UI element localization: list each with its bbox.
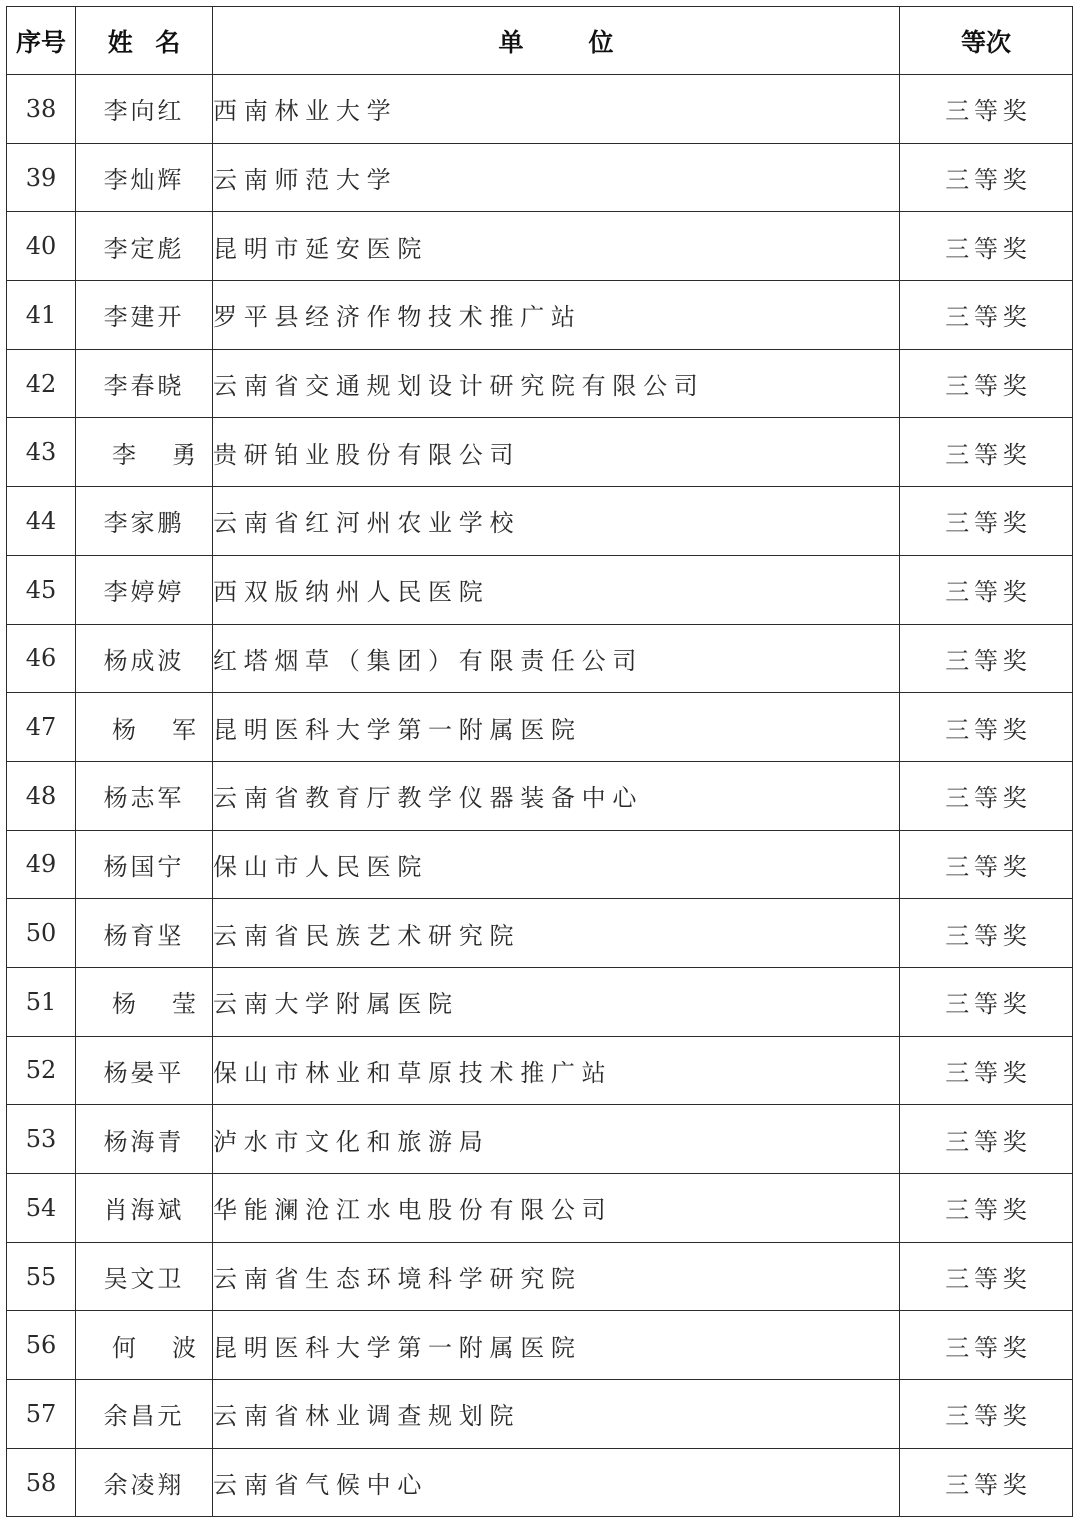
name-cell: 李婷婷 [76,555,213,624]
serial-number-cell: 56 [7,1311,76,1380]
unit-cell: 昆明医科大学第一附属医院 [213,693,900,762]
serial-number-cell: 40 [7,212,76,281]
grade-cell: 三等奖 [900,1036,1073,1105]
grade-cell: 三等奖 [900,761,1073,830]
serial-number-cell: 51 [7,967,76,1036]
header-grade: 等次 [900,7,1073,75]
grade-cell: 三等奖 [900,143,1073,212]
table-row [7,555,1073,624]
unit-cell: 泸水市文化和旅游局 [213,1105,900,1174]
name-cell: 肖海斌 [76,1174,213,1243]
table-row [7,1311,1073,1380]
grade-cell: 三等奖 [900,349,1073,418]
serial-number-cell: 45 [7,555,76,624]
table-row [7,899,1073,968]
table-row [7,212,1073,281]
name-cell: 李春晓 [76,349,213,418]
name-cell: 杨军 [76,693,213,762]
name-cell: 李勇 [76,418,213,487]
unit-cell: 云南省红河州农业学校 [213,487,900,556]
grade-cell: 三等奖 [900,1105,1073,1174]
name-cell: 杨成波 [76,624,213,693]
serial-number-cell: 41 [7,281,76,350]
unit-cell: 云南省林业调查规划院 [213,1380,900,1449]
serial-number-cell: 39 [7,143,76,212]
table-row [7,349,1073,418]
unit-cell: 红塔烟草（集团）有限责任公司 [213,624,900,693]
table-row [7,281,1073,350]
unit-cell: 云南大学附属医院 [213,967,900,1036]
name-cell: 余凌翔 [76,1448,213,1517]
serial-number-cell: 43 [7,418,76,487]
unit-cell: 保山市人民医院 [213,830,900,899]
serial-number-cell: 47 [7,693,76,762]
name-cell: 吴文卫 [76,1242,213,1311]
serial-number-cell: 52 [7,1036,76,1105]
table-row [7,1105,1073,1174]
unit-cell: 云南省教育厅教学仪器装备中心 [213,761,900,830]
table-row [7,1380,1073,1449]
unit-cell: 西南林业大学 [213,75,900,144]
table-row [7,1242,1073,1311]
name-cell: 杨志军 [76,761,213,830]
serial-number-cell: 38 [7,75,76,144]
unit-cell: 昆明市延安医院 [213,212,900,281]
unit-cell: 贵研铂业股份有限公司 [213,418,900,487]
grade-cell: 三等奖 [900,899,1073,968]
name-cell: 李定彪 [76,212,213,281]
grade-cell: 三等奖 [900,1448,1073,1517]
table-row [7,624,1073,693]
name-cell: 李灿辉 [76,143,213,212]
table-row [7,1174,1073,1243]
header-unit: 单位 [213,7,900,75]
grade-cell: 三等奖 [900,418,1073,487]
grade-cell: 三等奖 [900,1242,1073,1311]
table-row [7,693,1073,762]
serial-number-cell: 57 [7,1380,76,1449]
grade-cell: 三等奖 [900,555,1073,624]
unit-cell: 云南省交通规划设计研究院有限公司 [213,349,900,418]
table-row [7,75,1073,144]
name-cell: 杨莹 [76,967,213,1036]
unit-cell: 云南省民族艺术研究院 [213,899,900,968]
grade-cell: 三等奖 [900,1174,1073,1243]
serial-number-cell: 54 [7,1174,76,1243]
serial-number-cell: 50 [7,899,76,968]
unit-cell: 昆明医科大学第一附属医院 [213,1311,900,1380]
unit-cell: 云南省生态环境科学研究院 [213,1242,900,1311]
grade-cell: 三等奖 [900,967,1073,1036]
table-row [7,967,1073,1036]
serial-number-cell: 58 [7,1448,76,1517]
serial-number-cell: 48 [7,761,76,830]
grade-cell: 三等奖 [900,830,1073,899]
grade-cell: 三等奖 [900,1380,1073,1449]
unit-cell: 云南省气候中心 [213,1448,900,1517]
name-cell: 杨海青 [76,1105,213,1174]
grade-cell: 三等奖 [900,693,1073,762]
header-name: 姓名 [76,7,213,75]
name-cell: 李家鹏 [76,487,213,556]
grade-cell: 三等奖 [900,487,1073,556]
table-header [7,7,1073,75]
table-row [7,1448,1073,1517]
name-cell: 李建开 [76,281,213,350]
table-row [7,1036,1073,1105]
table-body [7,75,1073,1517]
unit-cell: 保山市林业和草原技术推广站 [213,1036,900,1105]
name-cell: 何波 [76,1311,213,1380]
header-serial-number: 序号 [7,7,76,75]
table-row [7,418,1073,487]
grade-cell: 三等奖 [900,624,1073,693]
name-cell: 李向红 [76,75,213,144]
table-row [7,487,1073,556]
name-cell: 杨晏平 [76,1036,213,1105]
table-row [7,143,1073,212]
serial-number-cell: 55 [7,1242,76,1311]
grade-cell: 三等奖 [900,1311,1073,1380]
serial-number-cell: 49 [7,830,76,899]
grade-cell: 三等奖 [900,75,1073,144]
header-row [7,7,1073,75]
serial-number-cell: 53 [7,1105,76,1174]
name-cell: 杨育坚 [76,899,213,968]
award-table [6,6,1073,1517]
serial-number-cell: 42 [7,349,76,418]
table-row [7,761,1073,830]
unit-cell: 西双版纳州人民医院 [213,555,900,624]
name-cell: 杨国宁 [76,830,213,899]
serial-number-cell: 46 [7,624,76,693]
unit-cell: 华能澜沧江水电股份有限公司 [213,1174,900,1243]
unit-cell: 云南师范大学 [213,143,900,212]
table-row [7,830,1073,899]
grade-cell: 三等奖 [900,212,1073,281]
unit-cell: 罗平县经济作物技术推广站 [213,281,900,350]
name-cell: 余昌元 [76,1380,213,1449]
grade-cell: 三等奖 [900,281,1073,350]
serial-number-cell: 44 [7,487,76,556]
